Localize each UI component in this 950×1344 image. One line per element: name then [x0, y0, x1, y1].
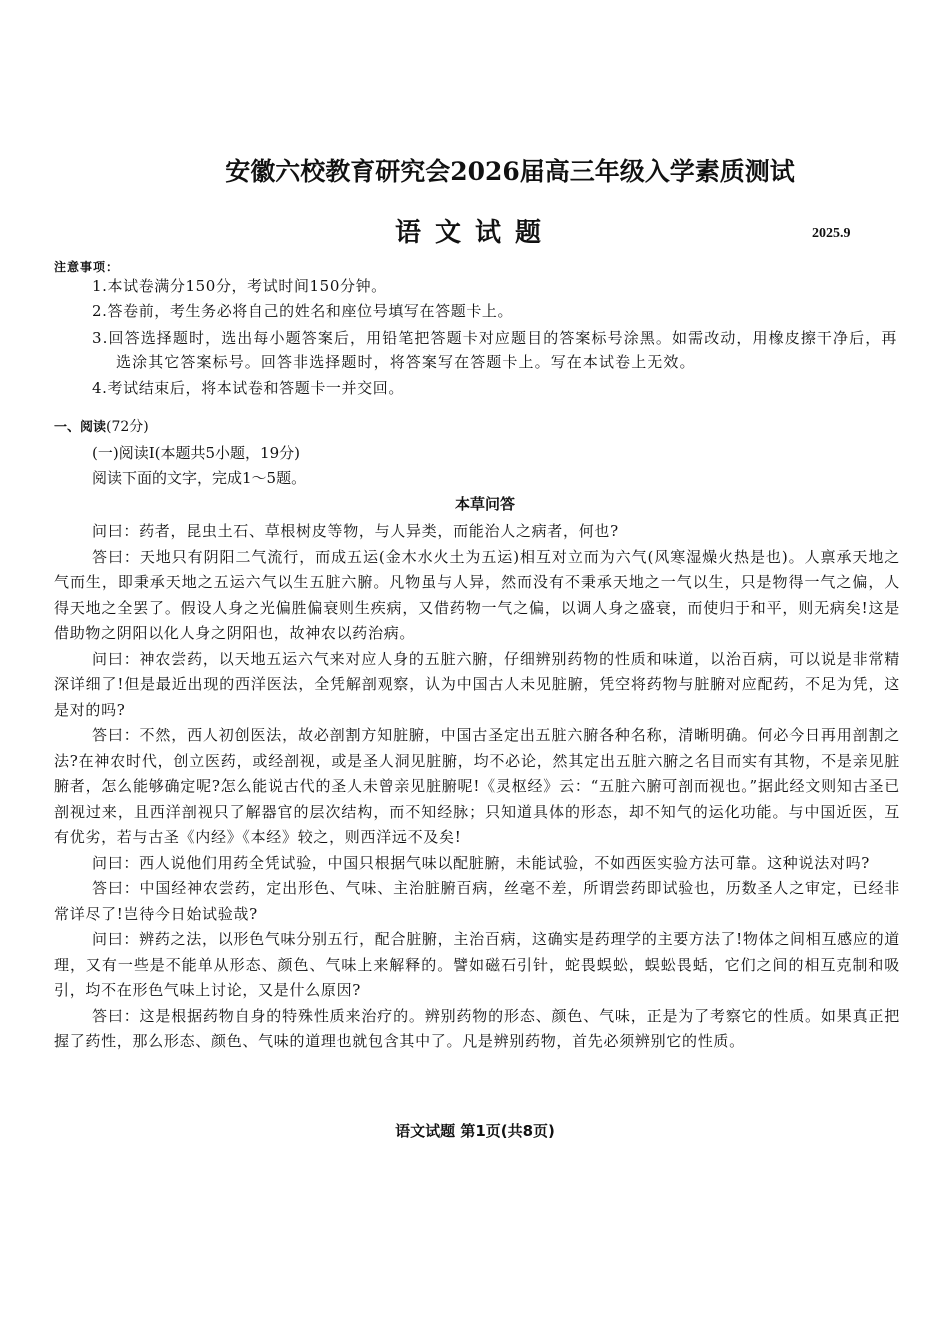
section-heading [54, 416, 149, 436]
section-heading-label: 一、阅读 [54, 420, 107, 435]
exam-main-title: 安徽六校教育研究会2026届高三年级入学素质测试 [225, 157, 795, 186]
passage-paragraph: 问曰：西人说他们用药全凭试验，中国只根据气味以配脏腑，未能试验，不如西医实验方法可靠。这种说法对吗? [92, 853, 871, 872]
notice-heading: 注意事项： [54, 260, 120, 274]
exam-subject-title: 语文试题 [394, 218, 555, 248]
passage-paragraph: 答曰：中国经神农尝药，定出形色、气味、主治脏腑百病，丝毫不差，所谓尝药即试验也，历数圣人之审定，已经非常详尽了!岂待今日始试验哉? [54, 879, 900, 923]
notice-list [92, 274, 904, 400]
passage-title: 本草问答 [454, 495, 515, 513]
notice-item-3-text: 3.回答选择题时，选出每小题答案后，用铅笔把答题卡对应题目的答案标号涂黑。如需改动，用橡皮擦干净后，再选涂其它答案标号。回答非选择题时，将答案写在答题卡上。写在本试卷上无效。 [92, 329, 898, 371]
passage-paragraph: 问曰：辨药之法，以形色气味分别五行，配合脏腑，主治百病，这确实是药理学的主要方法了!物体之间相互感应的道理，又有一些是不能单从形态、颜色、气味上来解释的。譬如磁石引针，蛇畏蜈蚣，蜈蚣畏蛞，它们之间的相互克制和吸引，均不在形色气味上讨论，又是什么原因? [54, 930, 900, 999]
notice-item-1: 1.本试卷满分150分，考试时间150分钟。 [92, 277, 387, 295]
notice-item-3 [92, 326, 904, 374]
subsection-heading: (一)阅读Ⅰ(本题共5小题，19分) [92, 444, 300, 462]
notice-item-4: 4.考试结束后，将本试卷和答题卡一并交回。 [92, 379, 404, 397]
section-score: (72分) [106, 419, 149, 435]
passage-paragraph: 答曰：这是根据药物自身的特殊性质来治疗的。辨别药物的形态、颜色、气味，正是为了考察它的性质。如果真正把握了药性，那么形态、颜色、气味的道理也就包含其中了。凡是辨别药物，首先必须辨别它的性质。 [54, 1006, 900, 1050]
passage-paragraph: 答曰：不然，西人初创医法，故必剖割方知脏腑，中国古圣定出五脏六腑各种名称，清晰明确。何必今日再用剖割之法?在神农时代，创立医药，或经剖视，或是圣人洞见脏腑，均不必论，然其定出五脏六腑之名目而实有其物，不是亲见脏腑者，怎么能够确定呢?怎么能说古代的圣人未曾亲见脏腑呢!《灵枢经》云：“五脏六腑可剖而视也。”据此经文则知古圣已剖视过来，且西洋剖视只了解器官的层次结构，而不知经脉；只知道具体的形态，却不知气的运化功能。与中国近医，互有优劣，若与古圣《内经》《本经》较之，则西洋远不及矣! [54, 726, 900, 846]
passage-body [54, 519, 900, 1055]
passage-paragraph: 问曰：药者，昆虫土石、草根树皮等物，与人异类，而能治人之病者，何也? [92, 522, 619, 540]
exam-date: 2025.9 [812, 226, 851, 241]
passage-paragraph: 答曰：天地只有阴阳二气流行，而成五运(金木水火土为五运)相互对立而为六气(风寒湿燥火热是也)。人禀承天地之气而生，即秉承天地之五运六气以生五脏六腑。凡物虽与人异，然而没有不秉承天地之一气以生，只是物得一气之偏，人得天地之全罢了。假设人身之光偏胜偏衰则生疾病，又借药物一气之偏，以调人身之盛衰，而使归于和平，则无病矣!这是借助物之阴阳以化人身之阴阳也，故神农以药治病。 [54, 547, 900, 642]
notice-item-2: 2.答卷前，考生务必将自己的姓名和座位号填写在答题卡上。 [92, 302, 514, 320]
page-footer: 语文试题 第1页(共8页) [395, 1122, 555, 1140]
passage-paragraph: 问曰：神农尝药，以天地五运六气来对应人身的五脏六腑，仔细辨别药物的性质和味道，以治百病，可以说是非常精深详细了!但是最近出现的西洋医法，全凭解剖观察，认为中国古人未见脏腑，凭空将药物与脏腑对应配药，不足为凭，这是对的吗? [54, 649, 900, 719]
reading-instruction: 阅读下面的文字，完成1～5题。 [92, 469, 307, 487]
